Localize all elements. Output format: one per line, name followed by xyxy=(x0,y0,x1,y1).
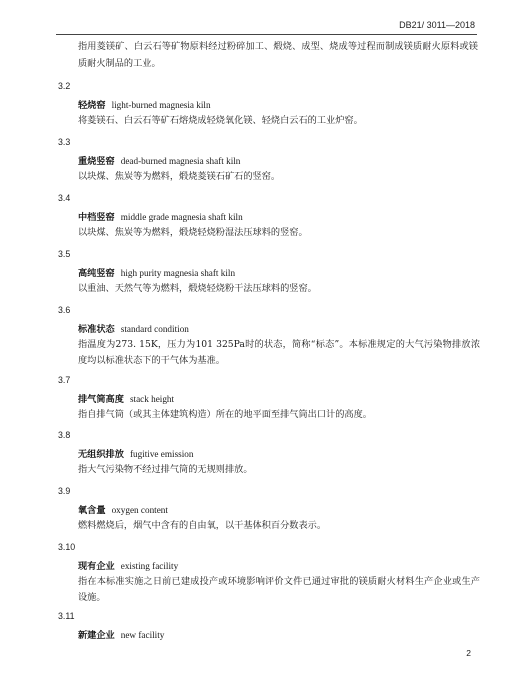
term-zh: 标准状态 xyxy=(78,324,115,335)
term-zh: 排气筒高度 xyxy=(78,394,124,405)
term-definition: 以重油、天然气等为燃料，煅烧轻烧粉干法压球料的竖窑。 xyxy=(78,283,317,294)
term-zh: 高纯竖窑 xyxy=(78,268,115,279)
term-definition: 将菱镁石、白云石等矿石熔烧成轻烧氧化镁、轻烧白云石的工业炉窑。 xyxy=(78,115,363,126)
term-en: existing facility xyxy=(120,561,179,571)
term-zh: 新建企业 xyxy=(78,630,115,641)
term-heading xyxy=(78,211,243,224)
term-definition: 指在本标准实施之日前已建成投产或环境影响评价文件已通过审批的镁质耐火材料生产企业或生产设施。 xyxy=(78,576,480,603)
term-en: standard condition xyxy=(120,324,189,334)
page-number: 2 xyxy=(466,648,471,658)
section-number: 3.5 xyxy=(58,249,71,259)
intro-paragraph: 指用菱镁矿、白云石等矿物原料经过粉碎加工、煅烧、成型、烧成等过程而制成镁质耐火原料或镁质耐火制品的工业。 xyxy=(78,41,478,69)
term-heading xyxy=(78,99,211,112)
document-code: DB21/ 3011—2018 xyxy=(399,20,475,30)
term-heading xyxy=(78,267,235,280)
section-number: 3.3 xyxy=(58,137,71,147)
term-heading xyxy=(78,323,189,336)
section-number: 3.6 xyxy=(58,305,71,315)
section-number: 3.2 xyxy=(58,81,71,91)
term-en: high purity magnesia shaft kiln xyxy=(120,268,236,278)
term-definition: 以块煤、焦炭等为燃料，煅烧轻烧粉湿法压球料的竖窑。 xyxy=(78,227,308,238)
term-en: dead-burned magnesia shaft kiln xyxy=(120,156,241,166)
term-definition: 指温度为273. 15K，压力为101 325Pa时的状态，简称“标态”。本标准规定的大气污染物排放浓度均以标准状态下的干气体为基准。 xyxy=(78,339,480,366)
term-en: light-burned magnesia kiln xyxy=(111,100,211,110)
term-heading xyxy=(78,155,240,168)
term-zh: 中档竖窑 xyxy=(78,212,115,223)
term-en: oxygen content xyxy=(111,505,168,515)
term-heading xyxy=(78,629,164,642)
term-zh: 重烧竖窑 xyxy=(78,156,115,167)
term-en: stack height xyxy=(129,394,175,404)
section-number: 3.8 xyxy=(58,430,71,440)
term-definition: 燃料燃烧后，烟气中含有的自由氧，以干基体积百分数表示。 xyxy=(78,520,327,531)
term-zh: 现有企业 xyxy=(78,561,115,572)
term-en: fugitive emission xyxy=(129,449,194,459)
section-number: 3.10 xyxy=(58,542,76,552)
section-number: 3.9 xyxy=(58,486,71,496)
section-number: 3.11 xyxy=(58,611,75,621)
header-rule xyxy=(56,34,477,35)
term-en: middle grade magnesia shaft kiln xyxy=(120,212,243,222)
term-heading xyxy=(78,560,178,573)
term-zh: 轻烧窑 xyxy=(78,100,106,111)
section-number: 3.4 xyxy=(58,193,71,203)
term-definition: 指自排气筒（或其主体建筑构造）所在的地平面至排气筒出口计的高度。 xyxy=(78,409,372,420)
term-en: new facility xyxy=(120,630,165,640)
term-heading xyxy=(78,504,168,517)
term-zh: 氧含量 xyxy=(78,505,106,516)
section-number: 3.7 xyxy=(58,375,71,385)
term-heading xyxy=(78,393,174,406)
term-zh: 无组织排放 xyxy=(78,449,124,460)
term-heading xyxy=(78,448,193,461)
term-definition: 指大气污染物不经过排气筒的无规则排放。 xyxy=(78,464,253,475)
term-definition: 以块煤、焦炭等为燃料，煅烧菱镁石矿石的竖窑。 xyxy=(78,171,281,182)
